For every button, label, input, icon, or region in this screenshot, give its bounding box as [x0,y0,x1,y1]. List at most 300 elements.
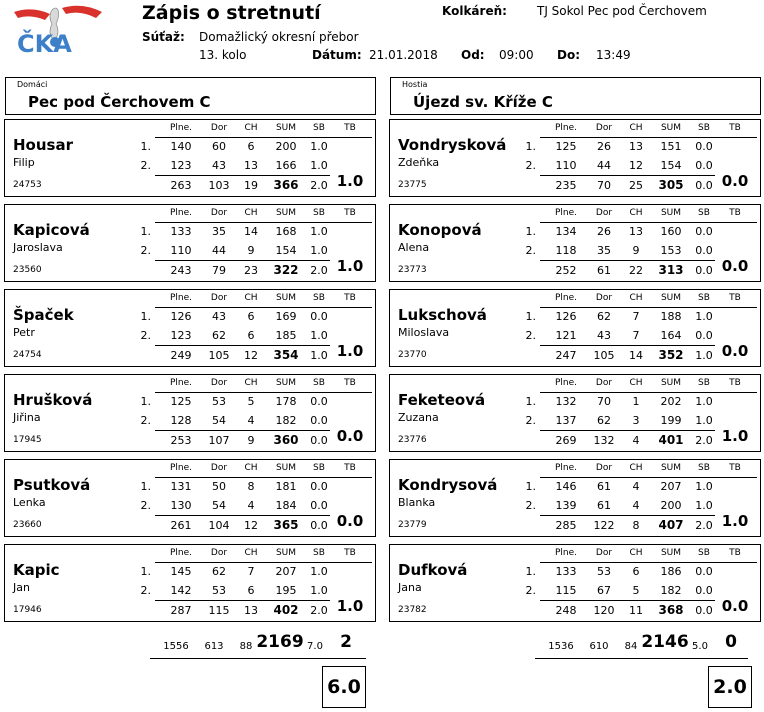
game-number: 2. [140,329,151,342]
game1-sum: 151 [660,140,682,153]
total-rule [155,345,330,346]
game-number: 1. [525,225,536,238]
away-total-dor: 610 [589,641,609,652]
game1-dor: 43 [212,310,226,323]
game2-sb: 1.0 [695,499,713,512]
total-sb: 2.0 [695,519,713,532]
column-header-dor: Dor [210,208,228,218]
game1-plne: 134 [555,225,577,238]
game1-dor: 35 [212,225,226,238]
game1-sb: 1.0 [310,565,328,578]
total-ch: 11 [629,604,643,617]
game1-ch: 6 [632,565,640,578]
game1-dor: 53 [212,395,226,408]
total-rule [155,260,330,261]
total-dor: 79 [212,264,226,277]
game-number: 1. [525,140,536,153]
total-plne: 269 [555,434,577,447]
total-plne: 235 [555,179,577,192]
column-header-sb: SB [698,123,710,133]
game1-ch: 1 [632,395,640,408]
column-header-ch: CH [244,463,258,473]
total-sb: 2.0 [310,179,328,192]
game1-dor: 62 [212,565,226,578]
home-player-box [4,204,376,282]
player-tb-points: 1.0 [336,342,364,360]
total-sb: 1.0 [695,349,713,362]
game1-plne: 145 [170,565,192,578]
game1-sum: 188 [660,310,682,323]
player-id: 23779 [398,520,427,530]
column-header-sb: SB [313,378,325,388]
column-header-ch: CH [629,378,643,388]
total-dor: 105 [593,349,615,362]
column-header-tb: TB [729,293,741,303]
column-header-sb: SB [698,378,710,388]
game1-sb: 0.0 [310,395,328,408]
total-sum: 402 [273,603,299,617]
game1-sb: 0.0 [310,480,328,493]
game1-sum: 168 [275,225,297,238]
column-header-sum: SUM [660,378,682,388]
game1-sum: 200 [275,140,297,153]
game2-sum: 182 [660,584,682,597]
column-header-dor: Dor [595,463,613,473]
game1-plne: 140 [170,140,192,153]
game2-sb: 1.0 [310,244,328,257]
game2-plne: 130 [170,499,192,512]
home-player-box [4,459,376,537]
player-given-name: Filip [13,156,35,169]
game2-sb: 0.0 [310,499,328,512]
game-number: 2. [525,329,536,342]
column-header-tb: TB [729,378,741,388]
game1-dor: 53 [597,565,611,578]
header-rule [540,392,757,393]
column-header-tb: TB [344,378,356,388]
header-rule [155,137,372,138]
away-team-box [390,77,761,115]
away-total-sb: 5.0 [692,641,708,652]
game2-dor: 43 [597,329,611,342]
venue-value: TJ Sokol Pec pod Čerchovem [537,4,707,18]
game2-sum: 195 [275,584,297,597]
total-dor: 115 [208,604,230,617]
player-surname: Housar [13,136,73,154]
round-value: 13. kolo [199,48,247,62]
column-header-tb: TB [729,123,741,133]
game1-sb: 0.0 [695,225,713,238]
away-player-box [389,544,761,622]
total-sum: 305 [658,178,684,192]
game2-ch: 7 [632,329,640,342]
away-player-box [389,459,761,537]
home-team-box [5,77,376,115]
player-surname: Kondrysová [398,476,498,494]
game1-sb: 1.0 [695,395,713,408]
home-player-box [4,119,376,197]
player-id: 17945 [13,435,42,445]
game1-sb: 1.0 [310,140,328,153]
total-rule [540,430,715,431]
total-sb: 2.0 [695,434,713,447]
column-header-ch: CH [244,378,258,388]
game2-sum: 199 [660,414,682,427]
game-number: 2. [525,499,536,512]
column-header-plne: Plne. [169,208,193,218]
total-plne: 285 [555,519,577,532]
total-dor: 105 [208,349,230,362]
game2-dor: 35 [597,244,611,257]
game-number: 1. [140,225,151,238]
total-rule [540,515,715,516]
player-tb-points: 1.0 [721,427,749,445]
column-header-dor: Dor [595,123,613,133]
total-dor: 61 [597,264,611,277]
game2-plne: 110 [555,159,577,172]
column-header-sb: SB [698,463,710,473]
game2-plne: 139 [555,499,577,512]
game-number: 2. [525,584,536,597]
game2-ch: 9 [632,244,640,257]
column-header-sb: SB [698,208,710,218]
total-ch: 13 [244,604,258,617]
total-sb: 1.0 [310,349,328,362]
column-header-sum: SUM [660,548,682,558]
player-given-name: Lenka [13,496,46,509]
away-footer-rule [535,658,748,659]
column-header-dor: Dor [595,208,613,218]
game-number: 1. [140,310,151,323]
game1-dor: 50 [212,480,226,493]
game2-sum: 200 [660,499,682,512]
total-sb: 0.0 [310,519,328,532]
total-plne: 243 [170,264,192,277]
game1-sum: 160 [660,225,682,238]
total-ch: 23 [244,264,258,277]
game2-sum: 154 [275,244,297,257]
game2-sum: 184 [275,499,297,512]
game2-sb: 0.0 [695,244,713,257]
total-sum: 352 [658,348,684,362]
home-total-sum: 2169 [256,632,304,652]
column-header-sb: SB [698,293,710,303]
total-sum: 368 [658,603,684,617]
total-rule [155,600,330,601]
header-rule [155,222,372,223]
game2-sb: 1.0 [310,329,328,342]
header-rule [540,562,757,563]
competition-label: Súťaž: [142,30,185,44]
game1-sb: 0.0 [310,310,328,323]
player-id: 23770 [398,350,427,360]
column-header-sb: SB [313,208,325,218]
player-given-name: Jiřina [13,411,41,424]
logo-letters: ČKA [17,30,72,56]
game-number: 1. [525,310,536,323]
game1-sum: 178 [275,395,297,408]
date-label: Dátum: [312,48,362,62]
game2-sum: 185 [275,329,297,342]
column-header-tb: TB [344,123,356,133]
away-player-box [389,119,761,197]
start-time-label: Od: [461,48,485,62]
away-player-box [389,204,761,282]
home-team-name: Pec pod Čerchovem C [28,93,211,111]
column-header-sum: SUM [275,548,297,558]
game2-ch: 6 [247,329,255,342]
column-header-dor: Dor [595,293,613,303]
column-header-ch: CH [244,208,258,218]
column-header-sum: SUM [275,293,297,303]
game2-sb: 0.0 [695,159,713,172]
player-given-name: Zuzana [398,411,439,424]
game1-sum: 207 [660,480,682,493]
player-given-name: Miloslava [398,326,450,339]
game1-sum: 202 [660,395,682,408]
home-total-sb: 7.0 [307,641,323,652]
player-given-name: Blanka [398,496,436,509]
game-number: 1. [525,565,536,578]
game1-plne: 146 [555,480,577,493]
header-rule [540,307,757,308]
total-dor: 132 [593,434,615,447]
league-logo [12,4,104,56]
total-rule [155,515,330,516]
end-time-value: 13:49 [596,48,631,62]
total-rule [540,600,715,601]
column-header-plne: Plne. [554,123,578,133]
game1-sb: 1.0 [695,480,713,493]
header-rule [155,307,372,308]
player-tb-points: 0.0 [336,427,364,445]
total-sum: 407 [658,518,684,532]
total-ch: 22 [629,264,643,277]
total-sum: 322 [273,263,299,277]
player-surname: Špaček [13,306,74,324]
home-total-plne: 1556 [163,641,189,652]
column-header-sb: SB [313,293,325,303]
header-rule [155,392,372,393]
total-rule [540,345,715,346]
game1-sb: 0.0 [695,565,713,578]
game1-plne: 125 [170,395,192,408]
column-header-ch: CH [244,548,258,558]
game1-plne: 131 [170,480,192,493]
total-rule [155,430,330,431]
player-given-name: Jaroslava [13,241,63,254]
total-sum: 360 [273,433,299,447]
player-surname: Dufková [398,561,468,579]
game1-dor: 60 [212,140,226,153]
column-header-ch: CH [629,463,643,473]
home-player-box [4,374,376,452]
player-given-name: Jan [13,581,30,594]
column-header-sb: SB [313,548,325,558]
column-header-dor: Dor [210,378,228,388]
column-header-sum: SUM [275,123,297,133]
game-number: 1. [140,565,151,578]
player-tb-points: 1.0 [336,597,364,615]
start-time-value: 09:00 [499,48,534,62]
column-header-sb: SB [313,463,325,473]
player-surname: Psutková [13,476,91,494]
game2-plne: 118 [555,244,577,257]
game1-ch: 6 [247,310,255,323]
game2-dor: 62 [597,414,611,427]
home-match-result: 6.0 [322,666,366,708]
column-header-plne: Plne. [554,293,578,303]
player-id: 23773 [398,265,427,275]
column-header-sum: SUM [275,463,297,473]
total-ch: 19 [244,179,258,192]
game1-plne: 133 [170,225,192,238]
player-surname: Hrušková [13,391,93,409]
game1-plne: 125 [555,140,577,153]
total-ch: 12 [244,349,258,362]
game1-dor: 70 [597,395,611,408]
game2-dor: 54 [212,414,226,427]
total-sum: 366 [273,178,299,192]
away-side-label: Hostia [402,80,428,89]
total-sum: 401 [658,433,684,447]
page-title: Zápis o stretnutí [142,2,321,24]
game-number: 1. [140,140,151,153]
date-value: 21.01.2018 [369,48,438,62]
total-dor: 120 [593,604,615,617]
column-header-sum: SUM [275,378,297,388]
total-rule [540,175,715,176]
game-number: 2. [525,159,536,172]
total-dor: 122 [593,519,615,532]
away-player-box [389,374,761,452]
away-player-box [389,289,761,367]
game2-dor: 54 [212,499,226,512]
game2-dor: 43 [212,159,226,172]
game1-dor: 26 [597,225,611,238]
header-rule [540,137,757,138]
game2-plne: 128 [170,414,192,427]
game1-sb: 0.0 [695,140,713,153]
total-dor: 107 [208,434,230,447]
game1-plne: 132 [555,395,577,408]
player-tb-points: 0.0 [721,342,749,360]
game-number: 2. [140,584,151,597]
column-header-ch: CH [629,548,643,558]
player-given-name: Alena [398,241,430,254]
total-ch: 25 [629,179,643,192]
column-header-ch: CH [244,293,258,303]
home-total-ch: 88 [239,641,253,652]
column-header-dor: Dor [210,123,228,133]
game2-plne: 123 [170,329,192,342]
column-header-plne: Plne. [169,378,193,388]
game2-dor: 53 [212,584,226,597]
game2-sb: 0.0 [310,414,328,427]
away-total-ch: 84 [624,641,638,652]
column-header-plne: Plne. [169,293,193,303]
game-number: 1. [140,480,151,493]
column-header-dor: Dor [595,548,613,558]
total-sb: 2.0 [310,604,328,617]
game1-sb: 1.0 [310,225,328,238]
player-id: 23660 [13,520,42,530]
away-team-name: Újezd sv. Kříže C [413,93,553,111]
header-rule [155,562,372,563]
game2-plne: 115 [555,584,577,597]
player-given-name: Zdeňka [398,156,440,169]
column-header-plne: Plne. [554,378,578,388]
game2-ch: 5 [632,584,640,597]
column-header-ch: CH [244,123,258,133]
game2-plne: 123 [170,159,192,172]
total-sb: 0.0 [695,179,713,192]
game2-ch: 4 [247,499,255,512]
column-header-tb: TB [729,463,741,473]
total-sb: 0.0 [310,434,328,447]
player-tb-points: 0.0 [336,512,364,530]
game-number: 2. [525,244,536,257]
player-id: 23776 [398,435,427,445]
column-header-dor: Dor [210,463,228,473]
player-tb-points: 1.0 [336,172,364,190]
column-header-sb: SB [698,548,710,558]
game2-ch: 3 [632,414,640,427]
player-tb-points: 0.0 [721,597,749,615]
total-sum: 365 [273,518,299,532]
column-header-dor: Dor [210,293,228,303]
total-plne: 261 [170,519,192,532]
column-header-plne: Plne. [169,463,193,473]
game1-ch: 7 [247,565,255,578]
player-tb-points: 0.0 [721,257,749,275]
game2-plne: 121 [555,329,577,342]
game2-plne: 137 [555,414,577,427]
column-header-plne: Plne. [554,463,578,473]
player-id: 23560 [13,265,42,275]
header-rule [155,477,372,478]
player-surname: Kapicová [13,221,90,239]
game1-ch: 13 [629,225,643,238]
player-tb-points: 1.0 [336,257,364,275]
column-header-tb: TB [344,293,356,303]
column-header-sum: SUM [660,293,682,303]
home-player-box [4,289,376,367]
game1-sum: 207 [275,565,297,578]
total-plne: 249 [170,349,192,362]
total-plne: 248 [555,604,577,617]
total-ch: 12 [244,519,258,532]
player-tb-points: 0.0 [721,172,749,190]
total-plne: 247 [555,349,577,362]
player-id: 24753 [13,180,42,190]
game2-dor: 44 [212,244,226,257]
game-number: 2. [140,414,151,427]
total-plne: 287 [170,604,192,617]
game-number: 2. [140,499,151,512]
game2-dor: 44 [597,159,611,172]
total-dor: 103 [208,179,230,192]
player-surname: Lukschová [398,306,487,324]
home-footer-rule [150,658,366,659]
game1-sum: 186 [660,565,682,578]
player-id: 23775 [398,180,427,190]
bowling-logo-icon [12,4,104,56]
game-number: 2. [140,244,151,257]
game1-sb: 1.0 [695,310,713,323]
game1-plne: 126 [555,310,577,323]
column-header-plne: Plne. [169,123,193,133]
